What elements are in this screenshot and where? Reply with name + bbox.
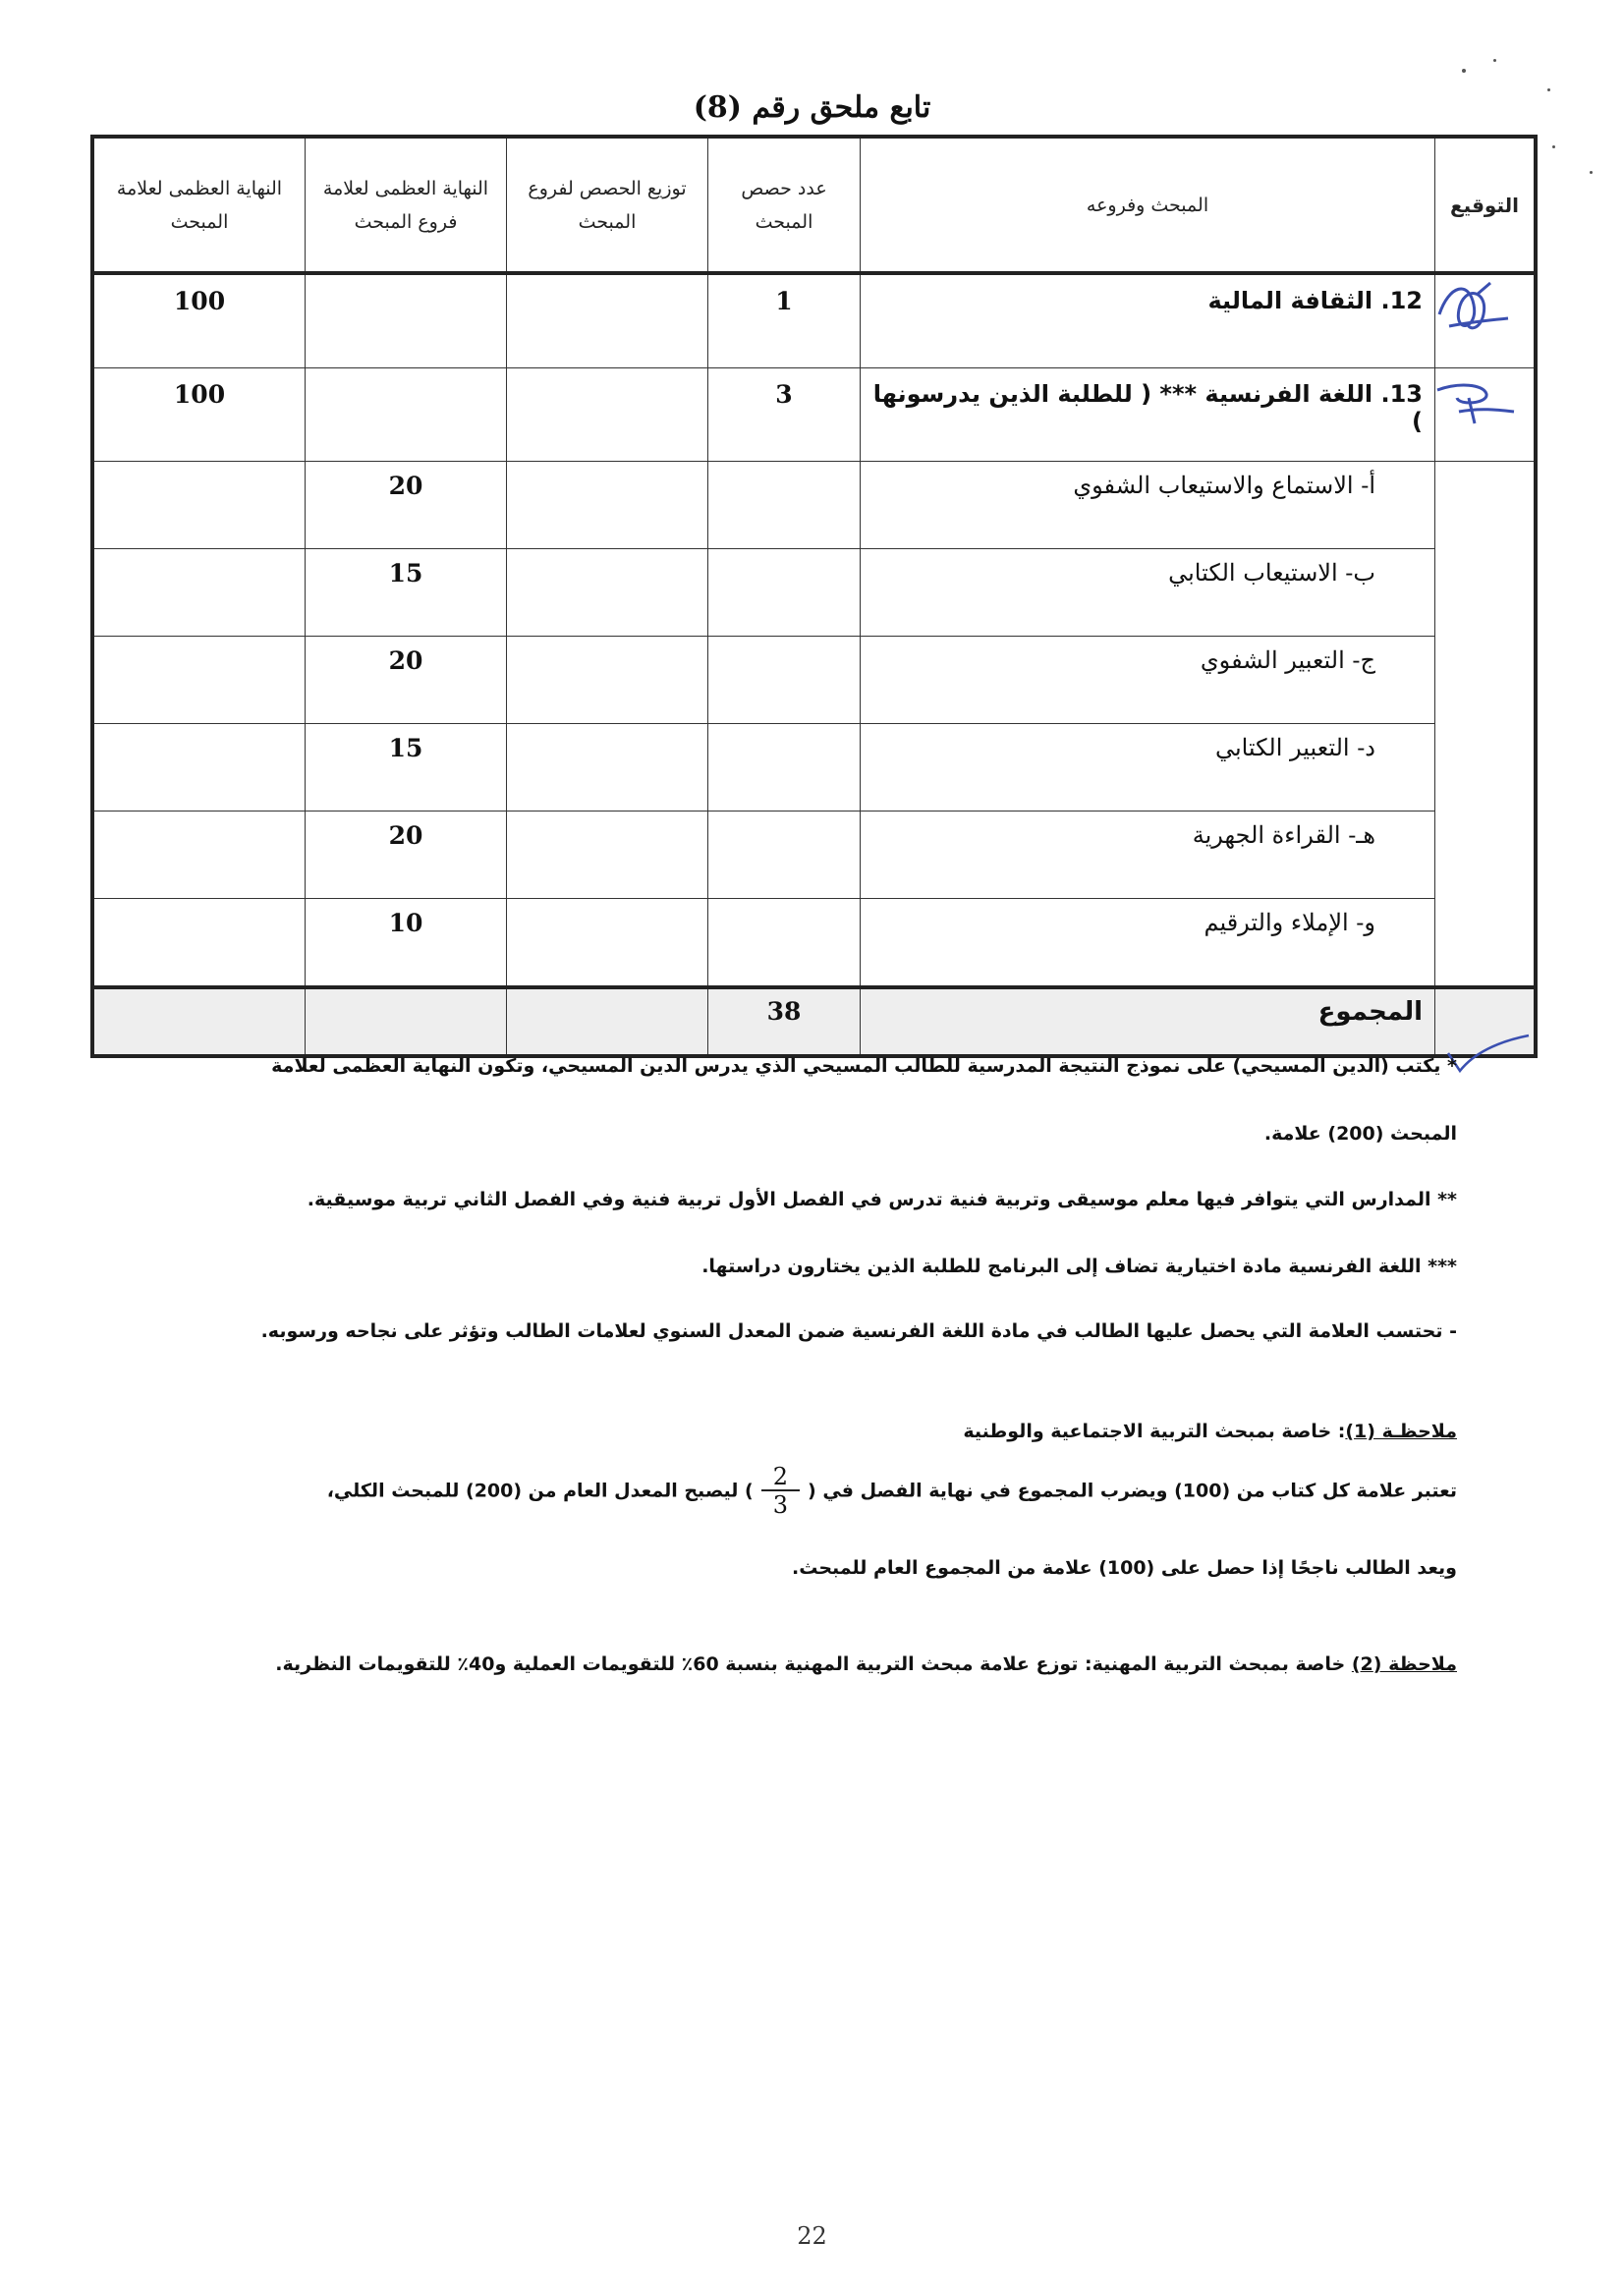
header-max: النهاية العظمى لعلامة المبحث [92,137,306,273]
remark-1-text-b: ) ليصبح المعدل العام من (200) للمبحث الكلي، [326,1480,754,1502]
remark-1-heading [963,1421,1457,1442]
scan-speck [1552,145,1555,148]
note-french: *** اللغة الفرنسية مادة اختيارية تضاف إلى البرنامج للطلبة الذين يختارون دراستها. [701,1256,1457,1277]
header-distribution: توزيع الحصص لفروع المبحث [507,137,708,273]
branch-max-value: 20 [306,812,507,899]
notes-section [160,0,1457,2295]
subitem-label: و- الإملاء والترقيم [861,899,1435,988]
header-periods: عدد حصص المبحث [708,137,861,273]
branch-max-value: 15 [306,549,507,637]
remark-2-label: ملاحظة (2) [1351,1653,1457,1675]
subject-label: 13. اللغة الفرنسية *** ( للطلبة الذين يدرسونها ) [861,368,1435,462]
note-christian-line2: المبحث (200) علامة. [1263,1123,1457,1145]
scan-speck [1590,171,1593,174]
note-music: ** المدارس التي يتوافر فيها معلم موسيقى وتربية فنية تدرس في الفصل الأول تربية فنية وفي الفصل الثاني تربية موسيقية. [307,1189,1457,1210]
remark-1-line2: ويعد الطالب ناجحًا إذا حصل على (100) علامة من المجموع العام للمبحث. [792,1557,1457,1579]
branch-max-value: 20 [306,462,507,549]
scan-speck [1462,69,1466,73]
remark-1-title: : خاصة بمبحث التربية الاجتماعية والوطنية [963,1421,1346,1442]
checkmark-icon [1444,1034,1533,1083]
scan-speck [1493,59,1496,62]
page-title: تابع ملحق رقم (8) [693,90,931,125]
remark-1-text-a: تعتبر علامة كل كتاب من (100) ويضرب المجموع في نهاية الفصل في ( [808,1480,1457,1502]
fraction-denominator: 3 [772,1491,789,1519]
scan-speck [1547,88,1550,91]
remark-2-text: خاصة بمبحث التربية المهنية: توزع علامة مبحث التربية المهنية بنسبة 60٪ للتقويمات العملية و40٪ للتقويمات النظرية. [275,1653,1352,1675]
subject-label: 12. الثقافة المالية [861,273,1435,368]
header-signature: التوقيع [1435,137,1537,273]
total-periods-value: 38 [708,987,861,1056]
branch-max-value: 20 [306,637,507,724]
fraction-two-thirds [761,1464,800,1519]
remark-2 [275,1653,1457,1675]
periods-value: 1 [708,273,861,368]
subitem-label: هـ- القراءة الجهرية [861,812,1435,899]
remark-1-line1 [327,1464,1457,1519]
page-number: 22 [797,2222,827,2250]
branch-max-value: 15 [306,724,507,812]
note-christian-line1: * يكتب (الدين المسيحي) على نموذج النتيجة المدرسية للطالب المسيحي الذي يدرس الدين المسيحي، وتكون النهاية العظمى لعلامة [271,1055,1457,1077]
subitem-label: أ- الاستماع والاستيعاب الشفوي [861,462,1435,549]
subitem-label: ج- التعبير الشفوي [861,637,1435,724]
remark-1-label: ملاحظـة (1) [1345,1421,1457,1442]
fraction-numerator: 2 [761,1464,800,1491]
subitem-label: د- التعبير الكتابي [861,724,1435,812]
header-branch-max: النهاية العظمى لعلامة فروع المبحث [306,137,507,273]
note-french-grade: - تحتسب العلامة التي يحصل عليها الطالب في مادة اللغة الفرنسية ضمن المعدل السنوي لعلامات الطالب وتؤثر على نجاحه ورسوبه. [260,1320,1457,1342]
total-label: المجموع [861,987,1435,1056]
periods-value: 3 [708,368,861,462]
branch-max-value: 10 [306,899,507,988]
subitem-label: ب- الاستيعاب الكتابي [861,549,1435,637]
header-subject: المبحث وفروعه [861,137,1435,273]
max-value: 100 [92,368,306,462]
max-value: 100 [92,273,306,368]
